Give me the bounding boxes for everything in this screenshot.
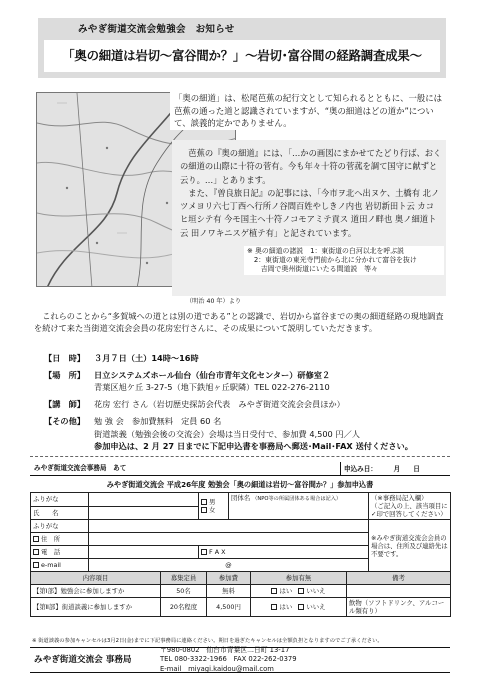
address-furigana-label: ふりがな	[31, 520, 89, 533]
name-label: 氏 名	[31, 506, 89, 520]
info-value-extra: 街道談義（勉強会後の交流会）会場は当日受付で、参加費 4,500 円／人	[94, 428, 360, 439]
row1-yes-option[interactable]	[271, 587, 292, 595]
footer-org: みやぎ街道交流会 事務局	[34, 654, 132, 665]
form-caption: みやぎ街道交流会 平成26年度 勉強会「奥の細道は岩切～富谷間か？」参加申込書	[106, 480, 374, 489]
col-fee: 参加費	[207, 572, 251, 585]
col-attendance: 参加有無	[251, 572, 347, 585]
row1-fee: 無料	[207, 585, 251, 598]
checkbox-icon[interactable]	[201, 549, 207, 555]
checkbox-icon[interactable]	[33, 549, 39, 555]
info-value-extra: 青葉区旭ケ丘 3-27-5（地下鉄旭ヶ丘駅隣）TEL 022-276-2110	[94, 382, 330, 393]
info-key: 【その他】	[44, 415, 85, 426]
checkbox-icon[interactable]	[33, 536, 39, 542]
checkbox-note: （ご記入の上、該当項目に✓印で回答してください）	[371, 502, 448, 518]
footer-email[interactable]: E-mail miyagi.kaidou@mail.com	[160, 664, 274, 673]
gender-cell	[199, 493, 229, 520]
info-value-extra: 参加申込は、2 月 27 日までに下記申込書を事務局へ郵送･Mail･FAX 送付ください。	[94, 441, 413, 452]
admin-cell	[369, 493, 451, 520]
row2-fee: 4,500円	[207, 598, 251, 617]
org-line: みやぎ街道交流会勉強会 お知らせ	[78, 24, 235, 35]
email-label	[31, 559, 89, 572]
row1-capacity: 50名	[161, 585, 207, 598]
col-remarks: 備考	[347, 572, 451, 585]
page-title: 「奥の細道は岩切～富谷間か？」～岩切･富谷間の経路調査成果～	[62, 48, 422, 64]
checkbox-icon[interactable]	[298, 588, 304, 594]
address-input[interactable]	[89, 533, 369, 546]
info-value: ３月７日（土）14時～16時	[94, 353, 199, 363]
col-capacity: 募集定員	[161, 572, 207, 585]
info-key: 【講 師】	[44, 399, 85, 410]
form-top	[30, 462, 450, 476]
footer-contact	[160, 646, 297, 675]
intro-paragraph: 「奥の細道」は、松尾芭蕉の紀行文として知られるとともに、一般には芭蕉の通った道と認識されていますが、“奥の細道はどの道か”について、談義的定かでありません。	[174, 93, 442, 129]
female-label: 女	[209, 506, 216, 514]
checkbox-icon[interactable]	[201, 499, 207, 505]
registration-form	[30, 462, 450, 617]
name-input[interactable]	[89, 506, 199, 520]
checkbox-icon[interactable]	[33, 562, 39, 568]
footer-tel: TEL 080-3322-1966 FAX 022-262-0379	[160, 655, 297, 664]
address-label-text: 住 所	[41, 535, 61, 543]
checkbox-icon[interactable]	[271, 588, 277, 594]
quote-text	[180, 147, 442, 240]
phone-label	[31, 546, 89, 559]
cancellation-note: ※ 街道談義の参加キャンセルは3月2日(金)までに下記事務局に連絡ください。期日を過ぎたキャンセルは全額負担となりますのでご了承ください。	[32, 638, 383, 644]
row1-remarks	[347, 585, 451, 598]
checkbox-icon[interactable]	[298, 604, 304, 610]
no-label: いいえ	[306, 603, 326, 612]
event-info	[44, 352, 444, 457]
row2-item: 【第Ⅱ部】街道談義に参加しますか	[31, 598, 161, 617]
info-value: 勉 強 会 参加費無料 定員 60 名	[94, 415, 222, 426]
row2-yes-option[interactable]	[271, 603, 292, 611]
fax-label: F A X	[209, 548, 226, 556]
female-option[interactable]	[201, 506, 226, 514]
row2-attendance	[251, 598, 347, 617]
form-office: みやぎ街道交流会事務局 あて	[34, 464, 127, 473]
fax-cell[interactable]	[199, 546, 369, 559]
info-row-place	[44, 369, 444, 394]
info-value: 日立システムズホール仙台（仙台市青年文化センター）研修室２	[94, 369, 331, 380]
row1-attendance	[251, 585, 347, 598]
info-key: 【日 時】	[44, 353, 85, 363]
group-name-label: 団体名	[231, 494, 251, 502]
phone-label-text: 電 話	[41, 548, 61, 556]
application-date-field[interactable]: 申込み日： 月 日	[340, 462, 450, 476]
row2-no-option[interactable]	[298, 603, 325, 611]
notes-box	[244, 246, 444, 275]
info-row-date	[44, 352, 444, 365]
checkbox-icon[interactable]	[201, 507, 207, 513]
intro-text	[170, 92, 444, 130]
info-key: 【場 所】	[44, 369, 85, 380]
footer-bar	[30, 647, 450, 673]
map-caption-line: （明治 40 年）より	[186, 297, 242, 305]
admin-note: （※事務局記入欄）	[371, 494, 428, 502]
row1-item: 【第Ⅰ部】勉強会に参加しますか	[31, 585, 161, 598]
footer-address: 〒980-0802 仙台市青葉区二日町 13-17	[160, 645, 290, 654]
address-furigana-input[interactable]	[89, 520, 369, 533]
info-value: 花房 宏行 さん（岩切歴史探訪会代表 みやぎ街道交流会会員ほか）	[94, 399, 345, 410]
no-label: いいえ	[306, 587, 326, 596]
email-label-text: e-mail	[41, 561, 61, 569]
address-label	[31, 533, 89, 546]
note-line: 2：東街道の東光寺門前から北に分かれて富谷を抜け	[247, 255, 417, 264]
email-input[interactable]: @	[89, 559, 369, 572]
group-name-cell[interactable]	[229, 493, 369, 520]
male-label: 男	[209, 498, 216, 506]
lead-paragraph: これらのことから“多賀城への道とは別の道である”との認識で、岩切から富谷までの奥の細道経路の現地調査を続けて来た当街道交流会会員の花房宏行さんに、その成果について説明していただきます。	[34, 311, 444, 334]
title-box	[44, 40, 440, 72]
row2-capacity: 20名程度	[161, 598, 207, 617]
furigana-input[interactable]	[89, 493, 199, 507]
checkbox-icon[interactable]	[271, 604, 277, 610]
row1-no-option[interactable]	[298, 587, 325, 595]
info-row-other	[44, 415, 444, 453]
yes-label: はい	[279, 603, 293, 612]
applicant-table	[30, 492, 451, 572]
col-item: 内容項目	[31, 572, 161, 585]
male-option[interactable]	[201, 498, 226, 506]
group-name-note: （NPO等の所属団体ある場合は記入）	[252, 496, 342, 502]
yes-label: はい	[279, 587, 293, 596]
furigana-label: ふりがな	[31, 493, 89, 507]
quote-paragraph: また、『曽良旅日記』の記事には、「今市ヲ北ヘ出ヌケ、土橋有 北ノツメヨリ六七丁西ヘ行所ノ谷間百姓やしきノ内也 岩切新田ト云 カコヒ垣シテ有 今モ国主ヘ十符ノコモアミテ貢ス 道田ノ畔也 奥ノ細道ト云 田ノワキニスゲ植テ有」と記されています。	[180, 187, 440, 238]
cut-line	[30, 456, 450, 457]
participation-table	[30, 571, 451, 617]
quote-paragraph: 芭蕉の『奥の細道』には、「…かの画図にまかせてたどり行ば、おくの細道の山際に十符の菅有。今も年々十符の菅菰を調て国守に献ずと云り。…」とあります。	[180, 148, 442, 185]
phone-input[interactable]	[89, 546, 199, 559]
note-line: ※ 奥の細道の諸説 1：東街道の白河以北を呼ぶ説	[247, 247, 405, 255]
side-note-cell: ※みやぎ街道交流会会員の場合は、住所及び連絡先は不要です。	[369, 520, 451, 572]
row2-remarks: 飲物（ソフトドリンク、アルコール類有り）	[347, 598, 451, 617]
info-row-lecturer	[44, 398, 444, 411]
note-line: 吉岡で奥州街道にいたる間道説 等々	[247, 264, 378, 273]
